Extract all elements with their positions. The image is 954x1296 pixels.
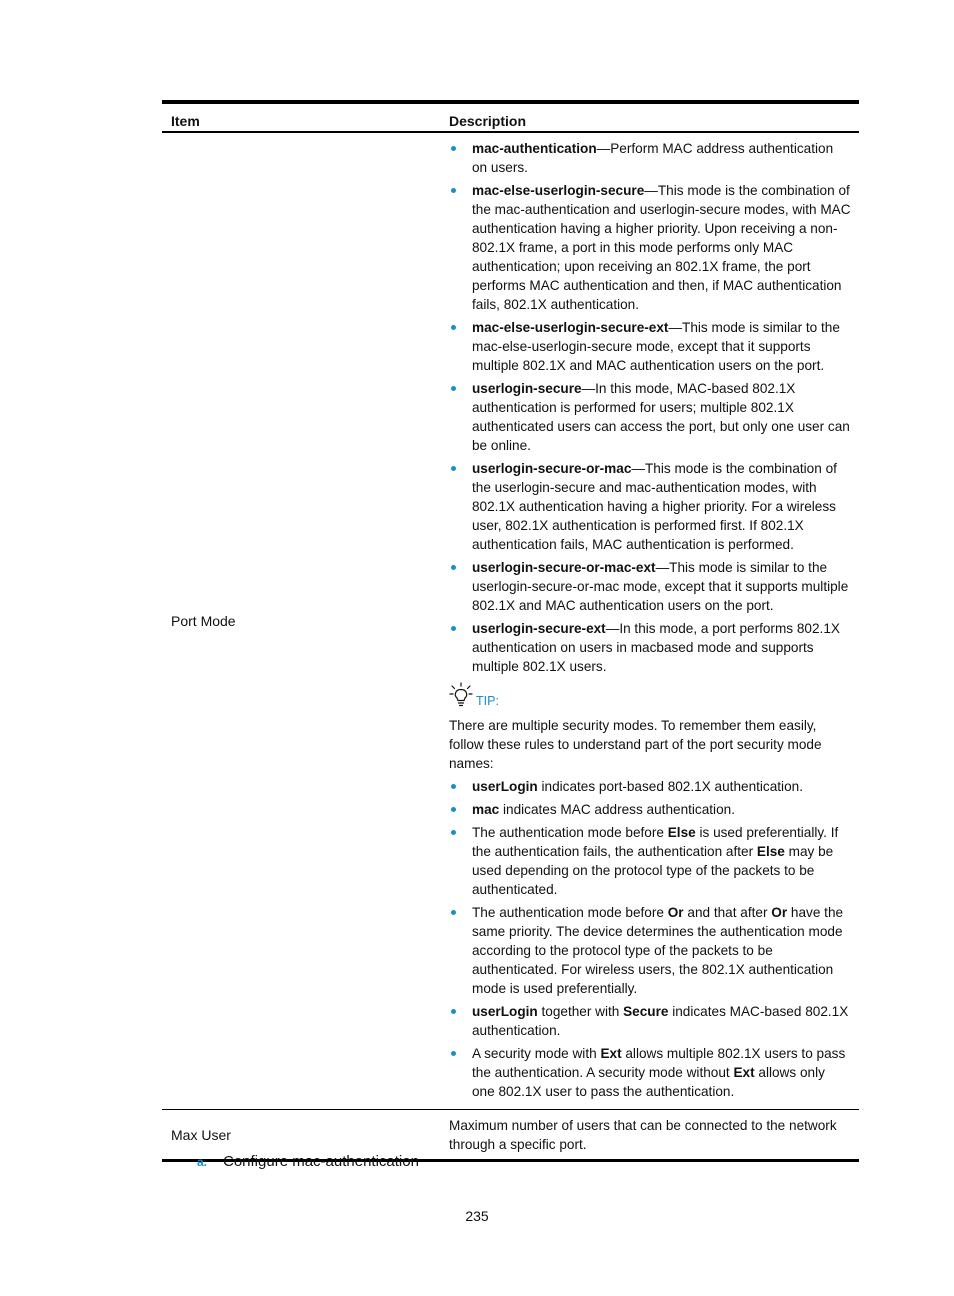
table-row-max-user bbox=[162, 1109, 859, 1159]
table-row-port-mode bbox=[162, 133, 859, 1109]
parameter-table bbox=[162, 100, 859, 1162]
list-item: userLogin indicates port-based 802.1X authentication. bbox=[449, 777, 851, 796]
list-item: userlogin-secure-or-mac-ext—This mode is similar to the userlogin-secure-or-mac mode, except that it supports multiple 802.1X and MAC authentication users on the port. bbox=[449, 558, 851, 615]
step-text: Configure mac-authentication bbox=[223, 1153, 419, 1170]
list-item: userLogin together with Secure indicates MAC-based 802.1X authentication. bbox=[449, 1002, 851, 1040]
lightbulb-icon bbox=[449, 682, 473, 708]
list-item: userlogin-secure—In this mode, MAC-based 802.1X authentication is performed for users; multiple 802.1X authenticated users can access the port, but only one user can be online. bbox=[449, 379, 851, 455]
tip-callout bbox=[449, 682, 851, 708]
item-max-user: Max User bbox=[171, 1126, 231, 1143]
list-item: A security mode with Ext allows multiple 802.1X users to pass the authentication. A security mode without Ext allows only one 802.1X user to pass the authentication. bbox=[449, 1044, 851, 1101]
description-max-user: Maximum number of users that can be connected to the network through a specific port. bbox=[449, 1118, 837, 1152]
item-port-mode: Port Mode bbox=[171, 613, 236, 629]
tip-intro: There are multiple security modes. To remember them easily, follow these rules to understand part of the port security mode names: bbox=[449, 718, 822, 771]
list-item: The authentication mode before Else is used preferentially. If the authentication fails, the authentication after Else may be used depending on the protocol type of the packets to be authenticated. bbox=[449, 823, 851, 899]
rules-list bbox=[449, 777, 851, 1101]
step-marker: a. bbox=[197, 1155, 208, 1169]
table-header bbox=[162, 104, 859, 133]
list-item: mac-else-userlogin-secure—This mode is the combination of the mac-authentication and userlogin-secure modes, with MAC authentication having a higher priority. Upon receiving a non-802.1X frame, a port in this mode performs only MAC authentication; upon receiving an 802.1X frame, the port performs MAC authentication and then, if MAC authentication fails, 802.1X authentication. bbox=[449, 181, 851, 314]
list-item: mac indicates MAC address authentication. bbox=[449, 800, 851, 819]
description-port-mode bbox=[441, 133, 859, 1109]
header-item: Item bbox=[171, 113, 200, 129]
list-item: mac-authentication—Perform MAC address authentication on users. bbox=[449, 139, 851, 177]
list-item: userlogin-secure-ext—In this mode, a port performs 802.1X authentication on users in macbased mode and supports multiple 802.1X users. bbox=[449, 619, 851, 676]
list-item: The authentication mode before Or and that after Or have the same priority. The device determines the authentication mode according to the protocol type of the packets to be authenticated. For wireless users, the 802.1X authentication mode is used preferentially. bbox=[449, 903, 851, 998]
tip-label: TIP: bbox=[476, 693, 499, 708]
list-item: userlogin-secure-or-mac—This mode is the combination of the userlogin-secure and mac-authentication modes, with 802.1X authentication having a higher priority. For a wireless user, 802.1X authentication is performed first. If 802.1X authentication fails, MAC authentication is performed. bbox=[449, 459, 851, 554]
mode-list bbox=[449, 139, 851, 676]
list-item: mac-else-userlogin-secure-ext—This mode is similar to the mac-else-userlogin-secure mode, except that it supports multiple 802.1X and MAC authentication users on the port. bbox=[449, 318, 851, 375]
page-number: 235 bbox=[465, 1208, 489, 1224]
procedure-step bbox=[197, 1153, 419, 1170]
header-description: Description bbox=[449, 113, 527, 129]
